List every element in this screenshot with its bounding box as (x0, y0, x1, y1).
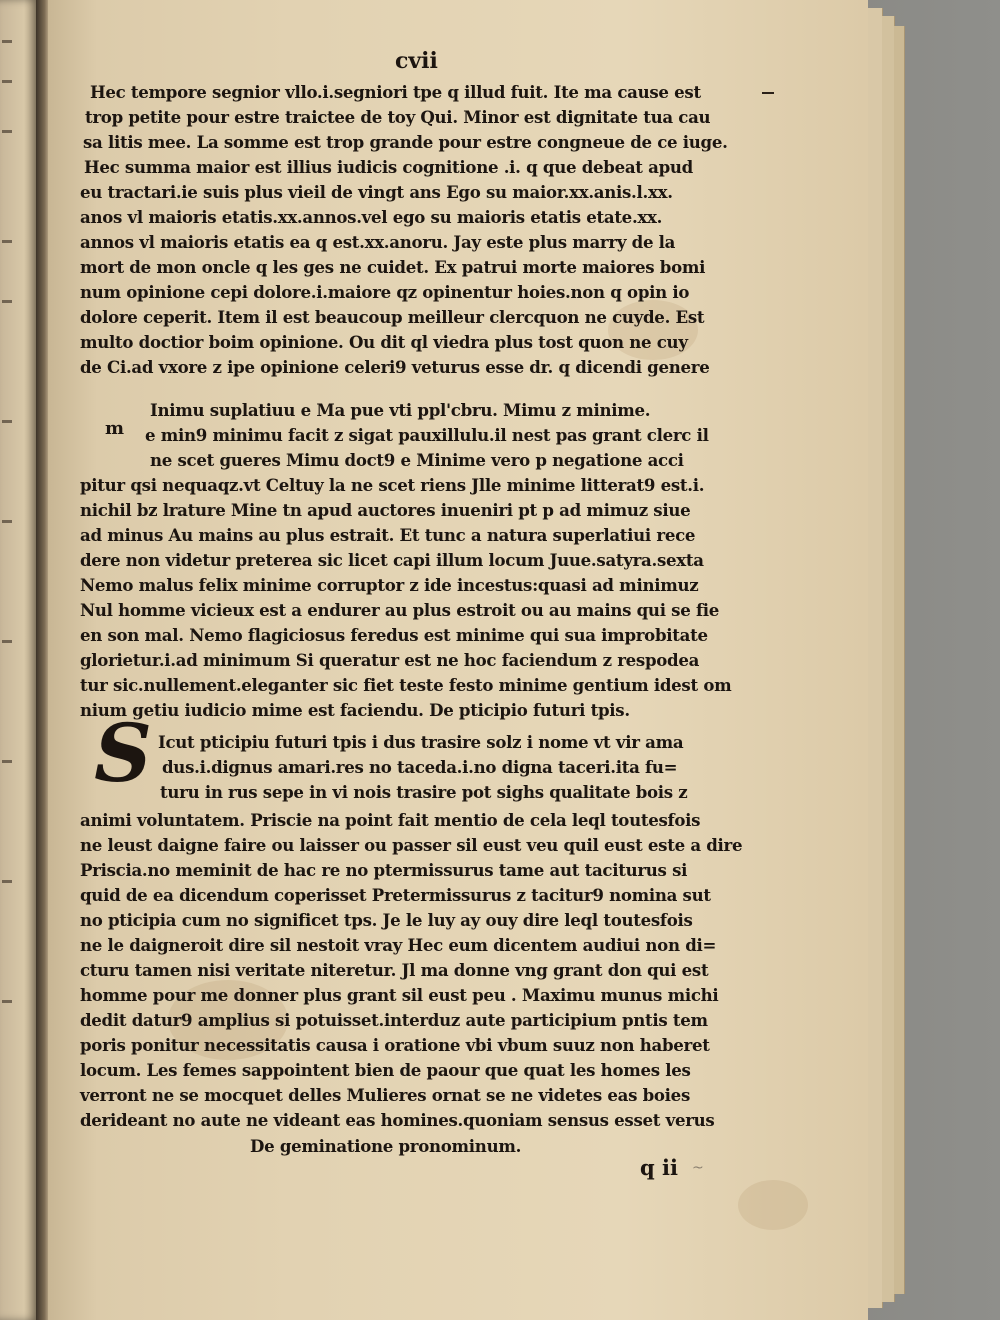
text-line: ad minus Au mains au plus estrait. Et tunc a natura superlatiui rece (80, 525, 696, 545)
page-stack-edge (868, 8, 883, 1308)
text-line: no pticipia cum no significet tps. Je le luy ay ouy dire leql toutesfois (80, 910, 693, 930)
left-page-text-fragment (2, 760, 12, 763)
text-line: anos vl maioris etatis.xx.annos.vel ego su maioris etatis etate.xx. (80, 207, 663, 227)
text-line: nichil bz lrature Mine tn apud auctores inueniri pt p ad mimuz siue (80, 500, 691, 520)
section-heading: De geminatione pronominum. (250, 1136, 522, 1156)
text-line: derideant no aute ne videant eas homines.quoniam sensus esset verus (80, 1110, 715, 1130)
left-page-text-fragment (2, 240, 12, 243)
left-page-text-fragment (2, 300, 12, 303)
text-line: en son mal. Nemo flagiciosus feredus est minime qui sua improbitate (80, 625, 708, 645)
left-page-text-fragment (2, 1000, 12, 1003)
text-line: annos vl maioris etatis ea q est.xx.anoru. Jay este plus marry de la (80, 232, 676, 252)
text-line: locum. Les femes sappointent bien de paour que quat les homes les (80, 1060, 691, 1080)
signature-mark: q ii (640, 1155, 678, 1180)
left-page-text-fragment (2, 520, 12, 523)
paper-stain (738, 1180, 808, 1230)
margin-dash (762, 92, 774, 94)
page-stack-edge (894, 26, 905, 1294)
text-line: trop petite pour estre traictee de toy Qui. Minor est dignitate tua cau (85, 107, 711, 127)
folio-number: cvii (395, 48, 438, 74)
text-line: de Ci.ad vxore z ipe opinione celeri9 veturus esse dr. q dicendi genere (80, 357, 710, 377)
text-line: cturu tamen nisi veritate niteretur. Jl ma donne vng grant don qui est (80, 960, 709, 980)
text-line: Icut pticipiu futuri tpis i dus trasire solz i nome vt vir ama (158, 732, 684, 752)
text-line: Hec tempore segnior vllo.i.segniori tpe q illud fuit. Ite ma cause est (90, 82, 701, 102)
text-line: sa litis mee. La somme est trop grande pour estre congneue de ce iuge. (83, 132, 728, 152)
text-line: quid de ea dicendum coperisset Pretermissurus z tacitur9 nomina sut (80, 885, 711, 905)
text-line: dus.i.dignus amari.res no taceda.i.no digna taceri.ita fu= (162, 757, 678, 777)
text-line: ne scet gueres Mimu doct9 e Minime vero p negatione acci (150, 450, 684, 470)
text-line: Nul homme vicieux est a endurer au plus estroit ou au mains qui se fie (80, 600, 720, 620)
text-line: pitur qsi nequaqz.vt Celtuy la ne scet riens Jlle minime litterat9 est.i. (80, 475, 705, 495)
text-line: dere non videtur preterea sic licet capi illum locum Juue.satyra.sexta (80, 550, 704, 570)
text-line: Inimu suplatiuu e Ma pue vti ppl'cbru. Mimu z minime. (150, 400, 651, 420)
text-line: Priscia.no meminit de hac re no ptermissurus tame aut taciturus si (80, 860, 688, 880)
text-line: tur sic.nullement.eleganter sic fiet teste festo minime gentium idest om (80, 675, 732, 695)
pencil-mark: ~ (692, 1160, 704, 1176)
text-line: Nemo malus felix minime corruptor z ide incestus:quasi ad minimuz (80, 575, 699, 595)
left-page-text-fragment (2, 640, 12, 643)
left-page-text-fragment (2, 130, 12, 133)
text-line: dolore ceperit. Item il est beaucoup meilleur clercquon ne cuyde. Est (80, 307, 705, 327)
text-line: e min9 minimu facit z sigat pauxillulu.il nest pas grant clerc il (145, 425, 709, 445)
left-page-text-fragment (2, 420, 12, 423)
left-page-text-fragment (2, 80, 12, 83)
text-line: eu tractari.ie suis plus vieil de vingt ans Ego su maior.xx.anis.l.xx. (80, 182, 673, 202)
text-line: multo doctior boim opinione. Ou dit ql viedra plus tost quon ne cuy (80, 332, 688, 352)
left-page-text-fragment (2, 880, 12, 883)
text-line: nium getiu iudicio mime est faciendu. De pticipio futuri tpis. (80, 700, 630, 720)
text-line: dedit datur9 amplius si potuisset.interduz aute participium pntis tem (80, 1010, 708, 1030)
text-line: glorietur.i.ad minimum Si queratur est ne hoc faciendum z respodea (80, 650, 700, 670)
text-line: verront ne se mocquet delles Mulieres ornat se ne videtes eas boies (80, 1085, 690, 1105)
text-line: num opinione cepi dolore.i.maiore qz opinentur hoies.non q opin io (80, 282, 690, 302)
text-line: ne le daigneroit dire sil nestoit vray Hec eum dicentem audiui non di= (80, 935, 717, 955)
text-line: animi voluntatem. Priscie na point fait mentio de cela leql toutesfois (80, 810, 701, 830)
text-line: poris ponitur necessitatis causa i oratione vbi vbum suuz non haberet (80, 1035, 710, 1055)
text-line: homme pour me donner plus grant sil eust peu . Maximu munus michi (80, 985, 719, 1005)
left-page-edge (0, 0, 40, 1320)
text-line: turu in rus sepe in vi nois trasire pot sighs qualitate bois z (160, 782, 688, 802)
text-line: Hec summa maior est illius iudicis cognitione .i. q que debeat apud (84, 157, 693, 177)
text-line: mort de mon oncle q les ges ne cuidet. Ex patrui morte maiores bomi (80, 257, 706, 277)
marginal-letter: m (105, 418, 125, 439)
decorated-initial: S (94, 706, 152, 800)
text-line: ne leust daigne faire ou laisser ou passer sil eust veu quil eust este a dire (80, 835, 743, 855)
left-page-text-fragment (2, 40, 12, 43)
